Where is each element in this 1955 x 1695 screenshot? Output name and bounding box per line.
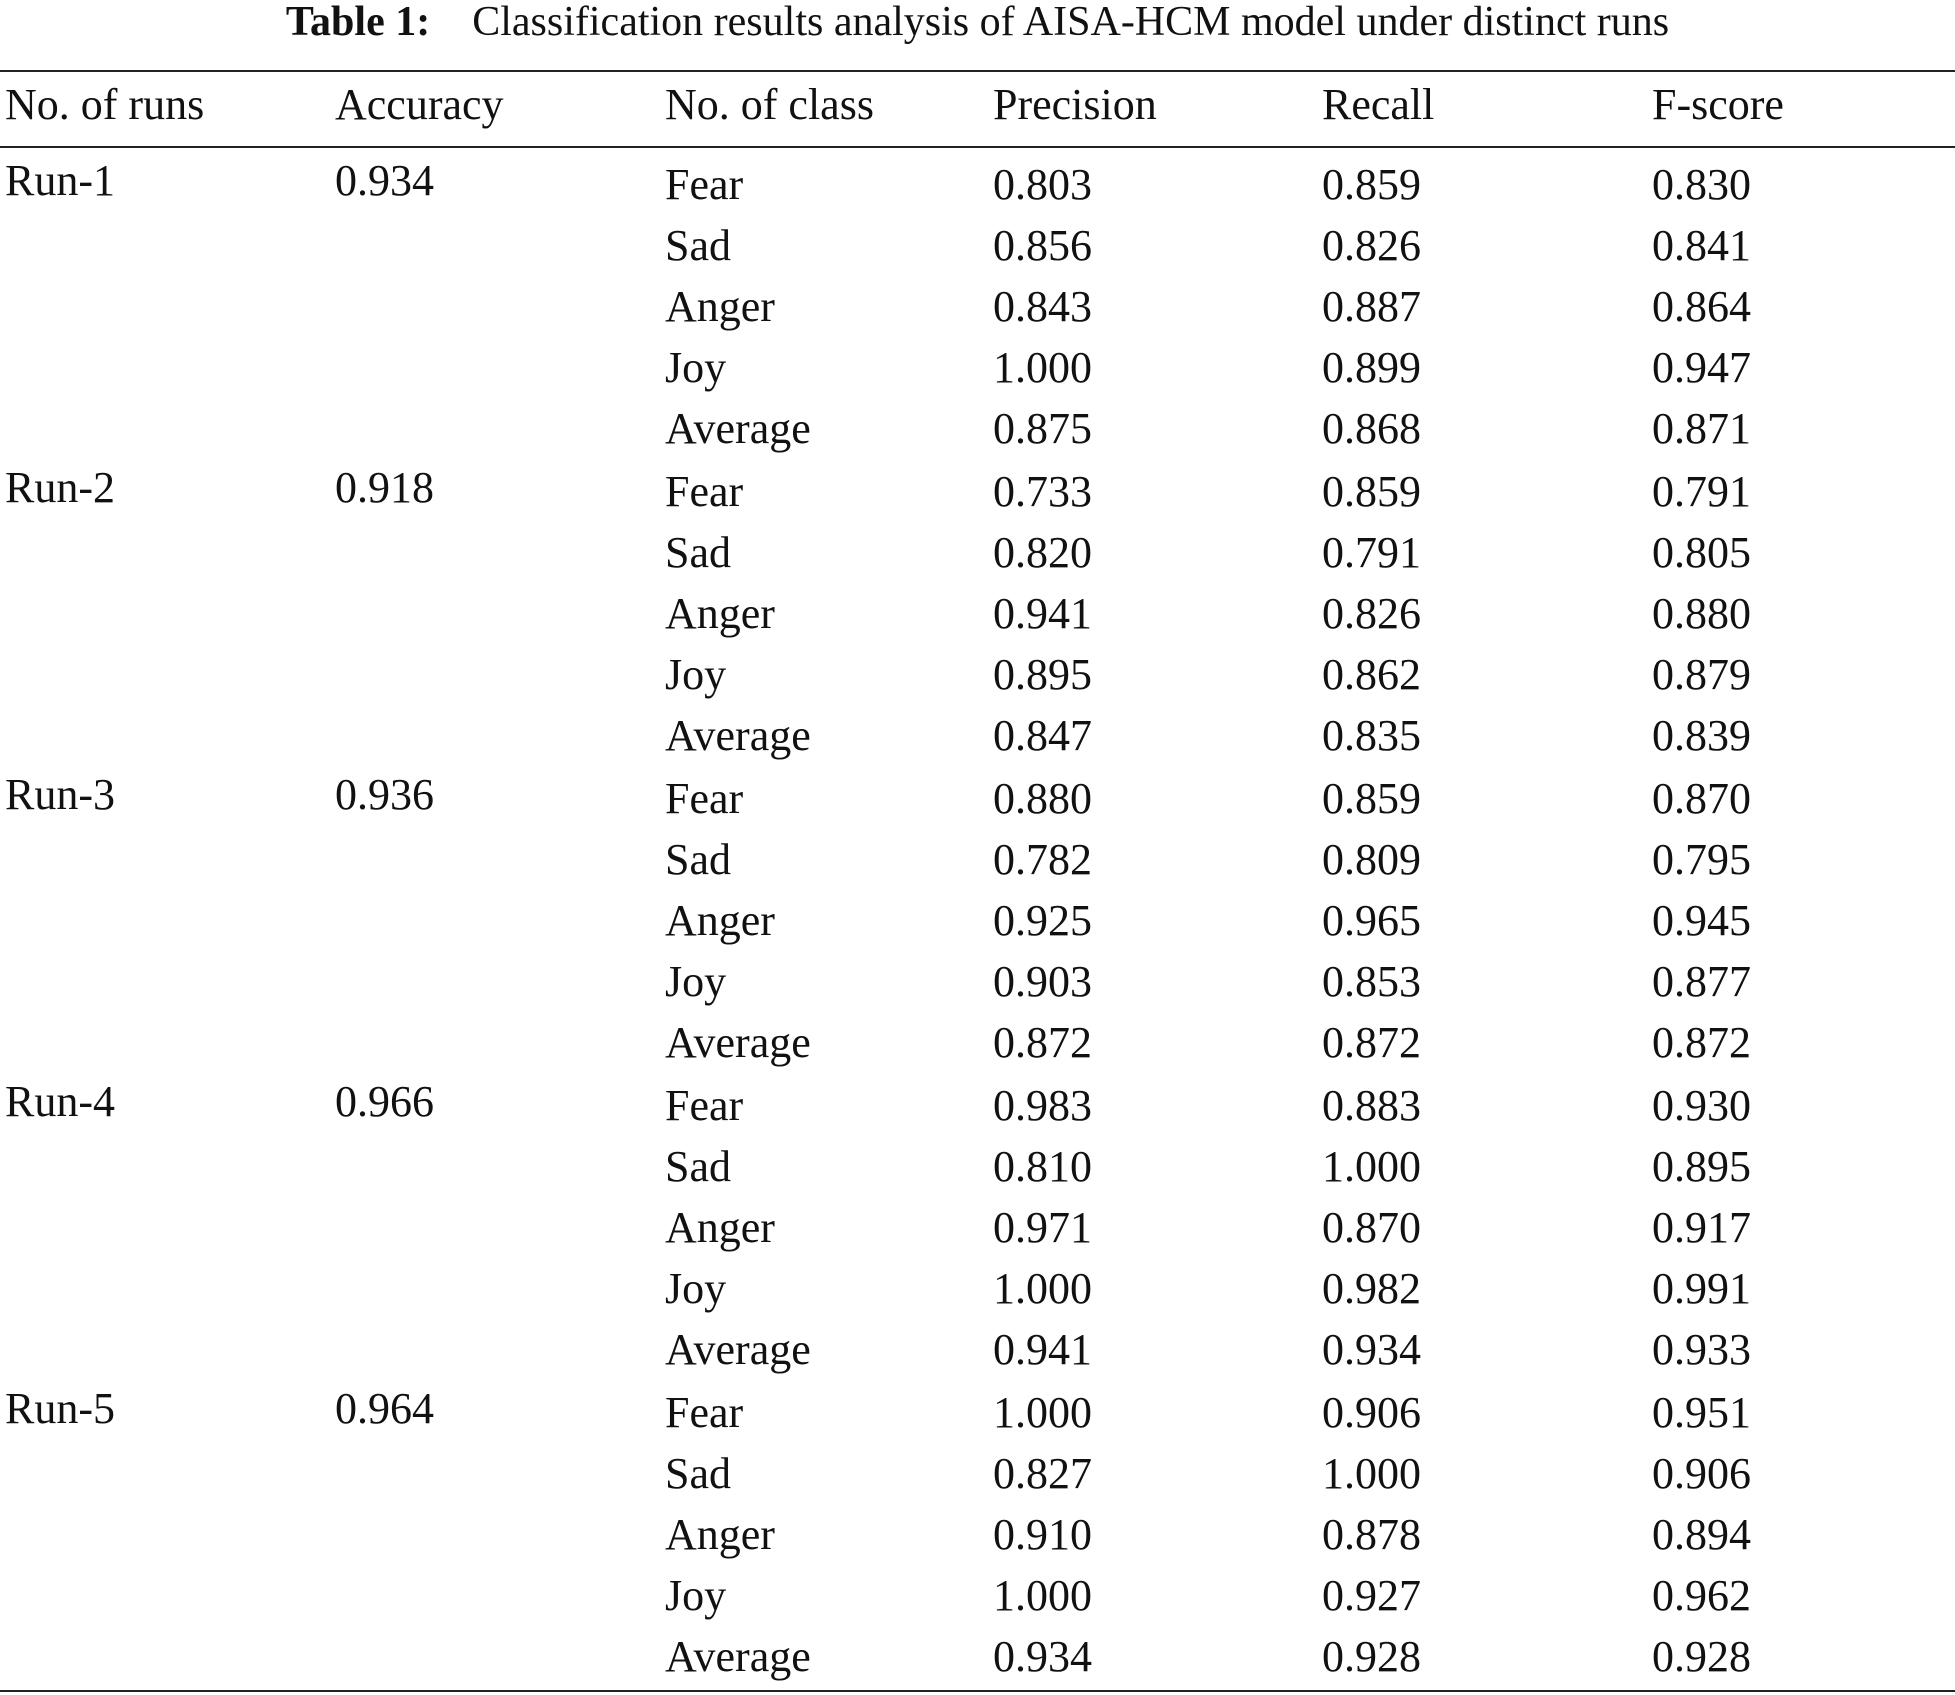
precision-cell: 0.872 <box>993 1018 1092 1067</box>
class-cell: Fear <box>665 774 744 823</box>
fscore-cell: 0.947 <box>1652 343 1751 392</box>
precision-cell: 0.941 <box>993 589 1092 638</box>
header-f-score: F-score <box>1652 80 1784 129</box>
fscore-cell: 0.830 <box>1652 160 1751 209</box>
recall-cell: 0.826 <box>1322 589 1421 638</box>
table-row <box>0 278 1955 339</box>
run-accuracy: 0.964 <box>335 1384 434 1433</box>
table-body <box>0 156 1955 1691</box>
class-cell: Anger <box>665 1203 775 1252</box>
header-recall: Recall <box>1322 80 1435 129</box>
fscore-cell: 0.871 <box>1652 404 1751 453</box>
table-row <box>0 1077 1955 1138</box>
table-top-rule <box>0 70 1955 72</box>
precision-cell: 0.880 <box>993 774 1092 823</box>
recall-cell: 0.870 <box>1322 1203 1421 1252</box>
table-row <box>0 770 1955 831</box>
table-header-row <box>0 80 1955 140</box>
table-row <box>0 831 1955 892</box>
table-row <box>0 1506 1955 1567</box>
table-row <box>0 217 1955 278</box>
table-row <box>0 707 1955 768</box>
fscore-cell: 0.933 <box>1652 1325 1751 1374</box>
table-row <box>0 646 1955 707</box>
recall-cell: 1.000 <box>1322 1142 1421 1191</box>
recall-cell: 0.906 <box>1322 1388 1421 1437</box>
recall-cell: 0.883 <box>1322 1081 1421 1130</box>
fscore-cell: 0.962 <box>1652 1571 1751 1620</box>
fscore-cell: 0.917 <box>1652 1203 1751 1252</box>
precision-cell: 0.847 <box>993 711 1092 760</box>
recall-cell: 0.982 <box>1322 1264 1421 1313</box>
class-cell: Average <box>665 1325 811 1374</box>
precision-cell: 0.733 <box>993 467 1092 516</box>
run-block <box>0 1384 1955 1691</box>
precision-cell: 0.810 <box>993 1142 1092 1191</box>
precision-cell: 0.925 <box>993 896 1092 945</box>
table-row <box>0 339 1955 400</box>
run-label: Run-3 <box>5 770 115 819</box>
fscore-cell: 0.805 <box>1652 528 1751 577</box>
precision-cell: 0.827 <box>993 1449 1092 1498</box>
fscore-cell: 0.951 <box>1652 1388 1751 1437</box>
fscore-cell: 0.928 <box>1652 1632 1751 1681</box>
run-label: Run-5 <box>5 1384 115 1433</box>
table-caption-text: Classification results analysis of AISA-HCM model under distinct runs <box>472 0 1670 45</box>
run-accuracy: 0.918 <box>335 463 434 512</box>
class-cell: Average <box>665 711 811 760</box>
run-block <box>0 770 1955 1077</box>
precision-cell: 0.934 <box>993 1632 1092 1681</box>
recall-cell: 0.927 <box>1322 1571 1421 1620</box>
class-cell: Joy <box>665 1264 727 1313</box>
precision-cell: 1.000 <box>993 1388 1092 1437</box>
precision-cell: 1.000 <box>993 1264 1092 1313</box>
fscore-cell: 0.870 <box>1652 774 1751 823</box>
class-cell: Joy <box>665 650 727 699</box>
table-header-rule <box>0 146 1955 148</box>
table-row <box>0 1260 1955 1321</box>
recall-cell: 0.965 <box>1322 896 1421 945</box>
fscore-cell: 0.841 <box>1652 221 1751 270</box>
header-precision: Precision <box>993 80 1157 129</box>
run-accuracy: 0.934 <box>335 156 434 205</box>
recall-cell: 0.826 <box>1322 221 1421 270</box>
class-cell: Average <box>665 404 811 453</box>
class-cell: Average <box>665 1632 811 1681</box>
recall-cell: 0.878 <box>1322 1510 1421 1559</box>
run-accuracy: 0.966 <box>335 1077 434 1126</box>
run-accuracy: 0.936 <box>335 770 434 819</box>
precision-cell: 0.903 <box>993 957 1092 1006</box>
run-block <box>0 1077 1955 1384</box>
table-bottom-rule <box>0 1690 1955 1692</box>
recall-cell: 0.791 <box>1322 528 1421 577</box>
recall-cell: 0.872 <box>1322 1018 1421 1067</box>
precision-cell: 0.895 <box>993 650 1092 699</box>
class-cell: Anger <box>665 1510 775 1559</box>
fscore-cell: 0.930 <box>1652 1081 1751 1130</box>
class-cell: Average <box>665 1018 811 1067</box>
run-label: Run-4 <box>5 1077 115 1126</box>
recall-cell: 0.934 <box>1322 1325 1421 1374</box>
class-cell: Joy <box>665 1571 727 1620</box>
class-cell: Sad <box>665 221 731 270</box>
run-block <box>0 156 1955 463</box>
recall-cell: 0.928 <box>1322 1632 1421 1681</box>
recall-cell: 0.809 <box>1322 835 1421 884</box>
table-row <box>0 400 1955 461</box>
class-cell: Fear <box>665 160 744 209</box>
recall-cell: 0.859 <box>1322 774 1421 823</box>
recall-cell: 0.859 <box>1322 160 1421 209</box>
class-cell: Sad <box>665 1449 731 1498</box>
table-row <box>0 524 1955 585</box>
fscore-cell: 0.795 <box>1652 835 1751 884</box>
fscore-cell: 0.895 <box>1652 1142 1751 1191</box>
recall-cell: 0.862 <box>1322 650 1421 699</box>
class-cell: Joy <box>665 343 727 392</box>
recall-cell: 0.887 <box>1322 282 1421 331</box>
recall-cell: 1.000 <box>1322 1449 1421 1498</box>
precision-cell: 0.782 <box>993 835 1092 884</box>
class-cell: Anger <box>665 896 775 945</box>
fscore-cell: 0.791 <box>1652 467 1751 516</box>
table-row <box>0 463 1955 524</box>
recall-cell: 0.853 <box>1322 957 1421 1006</box>
table-caption <box>0 0 1955 44</box>
recall-cell: 0.859 <box>1322 467 1421 516</box>
fscore-cell: 0.839 <box>1652 711 1751 760</box>
precision-cell: 0.971 <box>993 1203 1092 1252</box>
run-label: Run-1 <box>5 156 115 205</box>
table-row <box>0 1138 1955 1199</box>
fscore-cell: 0.894 <box>1652 1510 1751 1559</box>
run-label: Run-2 <box>5 463 115 512</box>
table-row <box>0 156 1955 217</box>
class-cell: Sad <box>665 835 731 884</box>
precision-cell: 0.983 <box>993 1081 1092 1130</box>
precision-cell: 1.000 <box>993 343 1092 392</box>
class-cell: Joy <box>665 957 727 1006</box>
table-row <box>0 1384 1955 1445</box>
header-accuracy: Accuracy <box>335 80 504 129</box>
precision-cell: 0.941 <box>993 1325 1092 1374</box>
fscore-cell: 0.945 <box>1652 896 1751 945</box>
table-row <box>0 1628 1955 1689</box>
class-cell: Fear <box>665 1388 744 1437</box>
table-row <box>0 1321 1955 1382</box>
class-cell: Sad <box>665 1142 731 1191</box>
precision-cell: 1.000 <box>993 1571 1092 1620</box>
recall-cell: 0.835 <box>1322 711 1421 760</box>
table-row <box>0 953 1955 1014</box>
table-caption-label: Table 1: <box>285 0 431 45</box>
fscore-cell: 0.864 <box>1652 282 1751 331</box>
fscore-cell: 0.880 <box>1652 589 1751 638</box>
precision-cell: 0.875 <box>993 404 1092 453</box>
table-row <box>0 892 1955 953</box>
table-row <box>0 1014 1955 1075</box>
fscore-cell: 0.879 <box>1652 650 1751 699</box>
header-no-of-class: No. of class <box>665 80 874 129</box>
fscore-cell: 0.991 <box>1652 1264 1751 1313</box>
table-row <box>0 1445 1955 1506</box>
recall-cell: 0.899 <box>1322 343 1421 392</box>
class-cell: Fear <box>665 1081 744 1130</box>
header-no-of-runs: No. of runs <box>5 80 205 129</box>
fscore-cell: 0.906 <box>1652 1449 1751 1498</box>
fscore-cell: 0.872 <box>1652 1018 1751 1067</box>
class-cell: Anger <box>665 282 775 331</box>
precision-cell: 0.856 <box>993 221 1092 270</box>
precision-cell: 0.820 <box>993 528 1092 577</box>
precision-cell: 0.803 <box>993 160 1092 209</box>
table-row <box>0 1567 1955 1628</box>
fscore-cell: 0.877 <box>1652 957 1751 1006</box>
class-cell: Fear <box>665 467 744 516</box>
run-block <box>0 463 1955 770</box>
class-cell: Anger <box>665 589 775 638</box>
recall-cell: 0.868 <box>1322 404 1421 453</box>
table-row <box>0 585 1955 646</box>
table-row <box>0 1199 1955 1260</box>
precision-cell: 0.843 <box>993 282 1092 331</box>
precision-cell: 0.910 <box>993 1510 1092 1559</box>
class-cell: Sad <box>665 528 731 577</box>
